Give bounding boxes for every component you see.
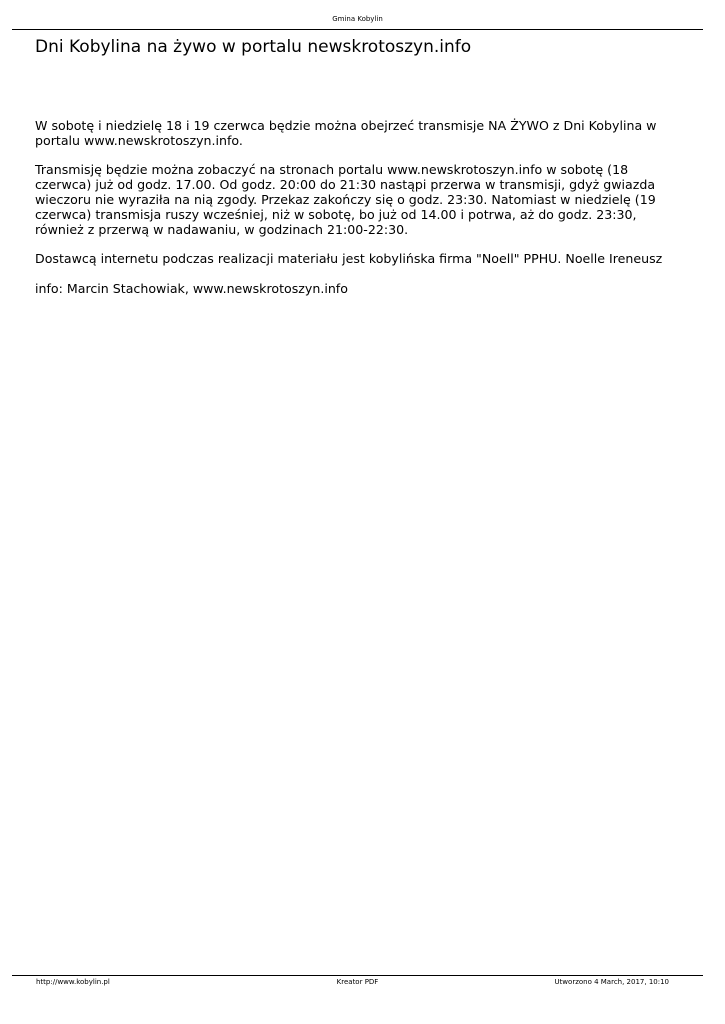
page-footer	[12, 975, 703, 988]
page-header	[12, 0, 703, 30]
article-paragraph: Transmisję będzie można zobaczyć na stronach portalu www.newskrotoszyn.info w sobotę (18 czerwca) już od godz. 17.00. Od godz. 20:00 do 21:30 nastąpi przerwa w transmisji, gdyż gwiazda wieczoru nie wyraziła na nią zgody. Przekaz zakończy się o godz. 23:30. Natomiast w niedzielę (19 czerwca) transmisja ruszy wcześniej, niż w sobotę, bo już od 14.00 i potrwa, aż do godz. 23:30, również z przerwą w nadawaniu, w godzinach 21:00-22:30.	[35, 162, 656, 237]
footer-created-date: Utworzono 4 March, 2017, 10:10	[554, 978, 669, 986]
article-paragraph: W sobotę i niedzielę 18 i 19 czerwca będzie można obejrzeć transmisje NA ŻYWO z Dni Kobylina w portalu www.newskrotoszyn.info.	[35, 118, 657, 148]
article-paragraph: Dostawcą internetu podczas realizacji materiału jest kobylińska firma "Noell" PPHU. Noelle Ireneusz	[35, 251, 663, 267]
article-title: Dni Kobylina na żywo w portalu newskrotoszyn.info	[35, 37, 472, 57]
footer-generator: Kreator PDF	[336, 978, 379, 986]
article-body	[35, 119, 685, 311]
header-site-name: Gmina Kobylin	[332, 15, 383, 23]
footer-url: http://www.kobylin.pl	[36, 978, 110, 986]
article-paragraph: info: Marcin Stachowiak, www.newskrotoszyn.info	[35, 280, 348, 296]
